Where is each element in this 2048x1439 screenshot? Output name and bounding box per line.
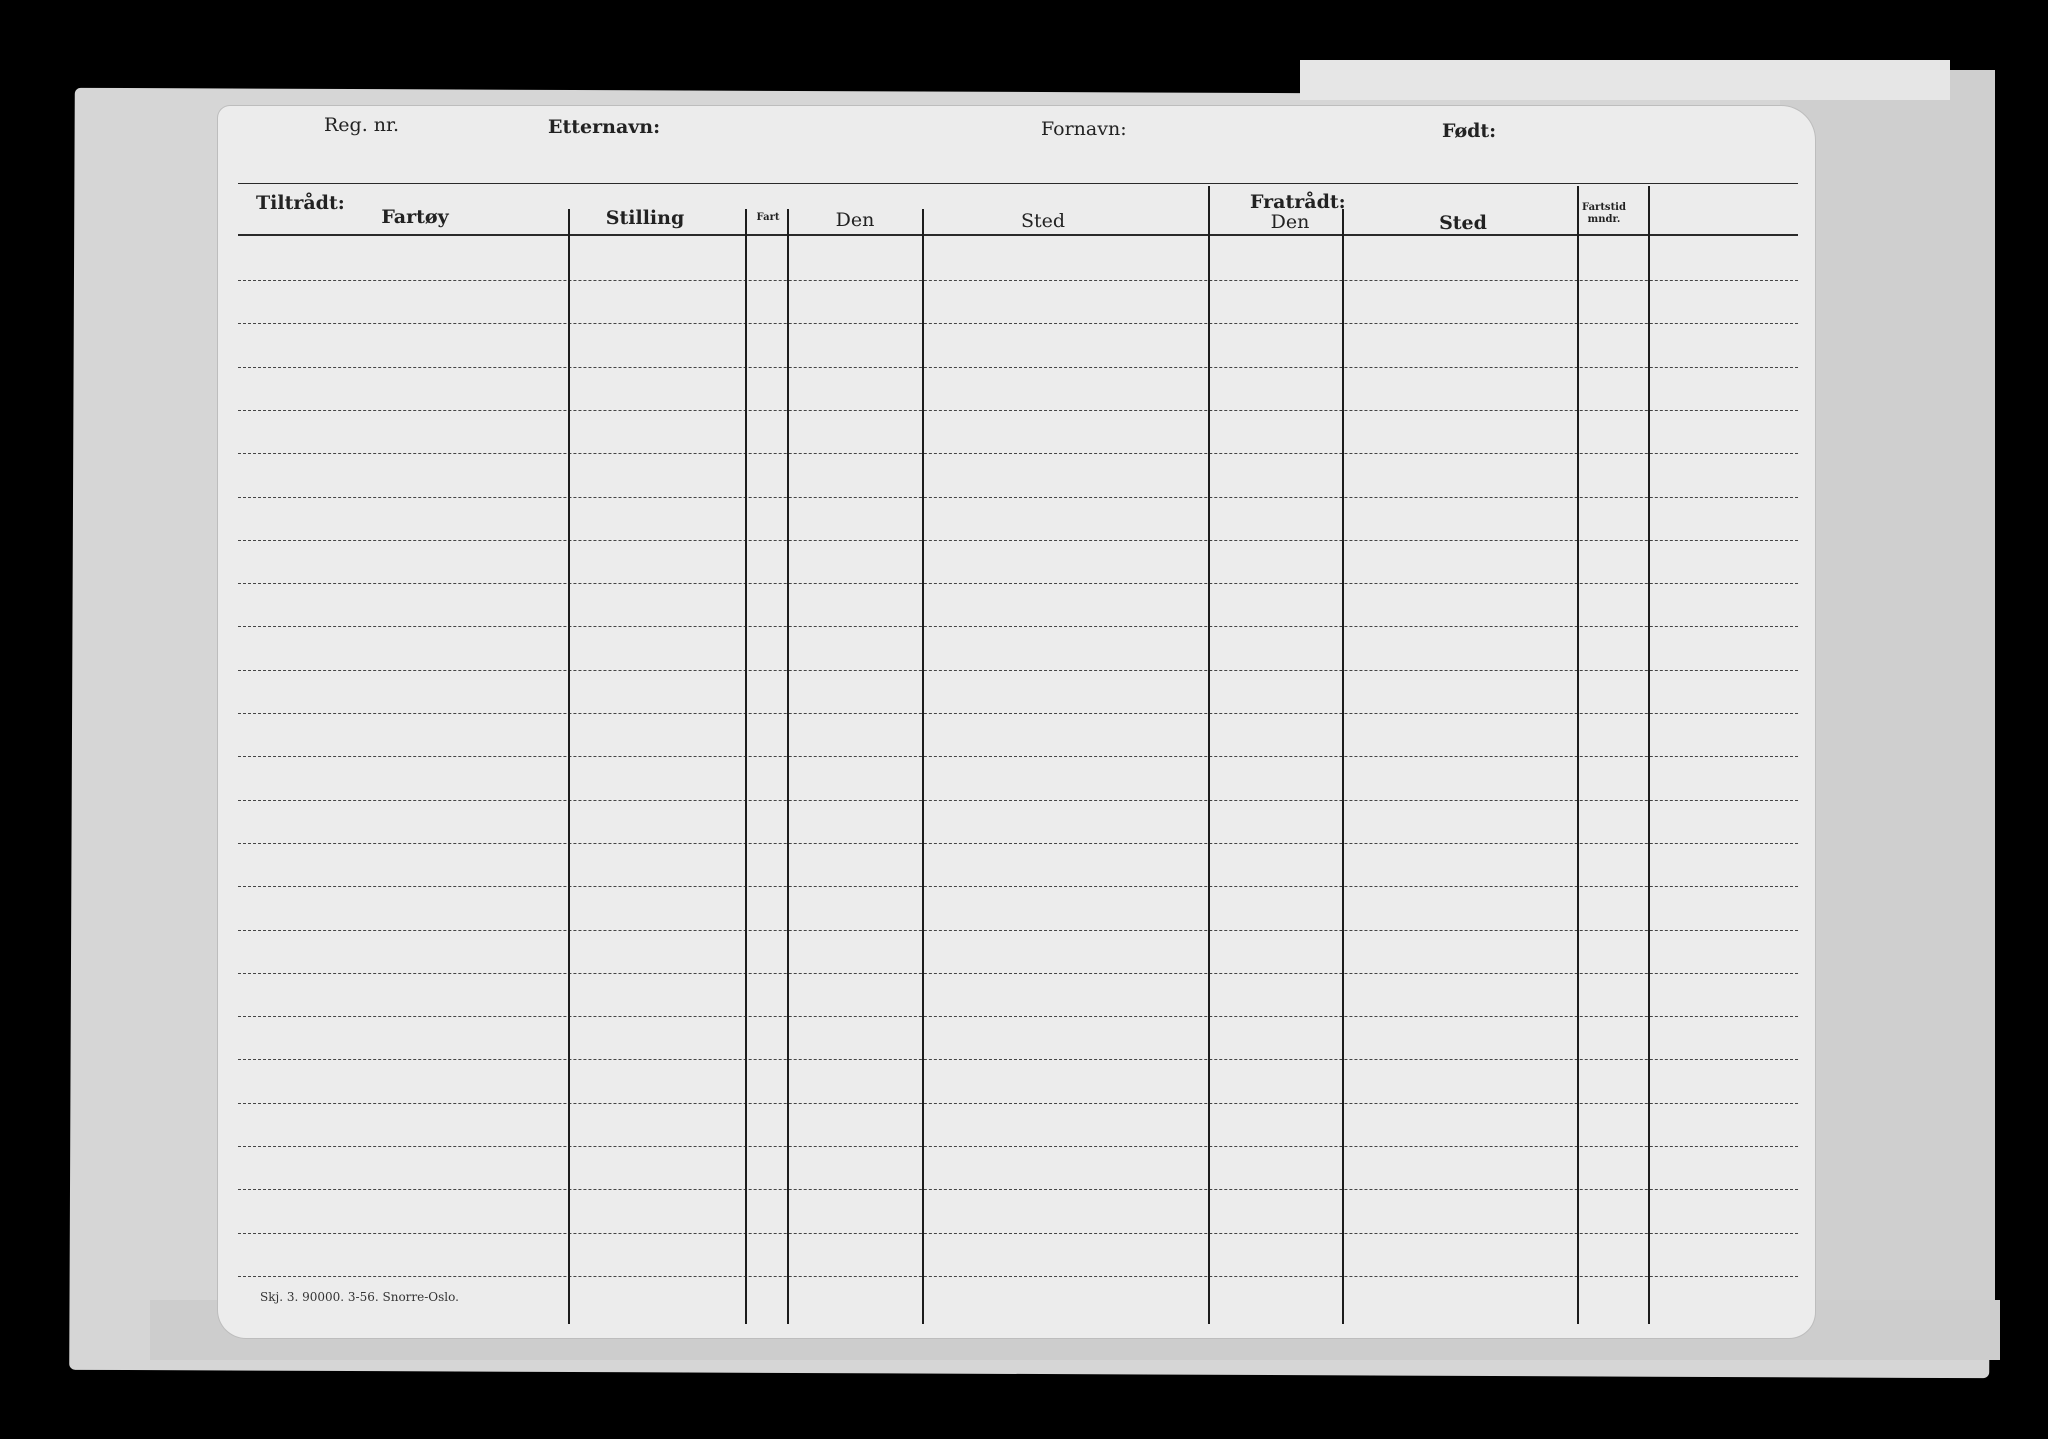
ruled-row-line xyxy=(238,713,1798,714)
ruled-row-line xyxy=(238,800,1798,801)
ruled-row-line xyxy=(238,1059,1798,1060)
column-sted-fratradt: Sted xyxy=(1439,212,1487,234)
ruled-row-line xyxy=(238,973,1798,974)
ruled-row-line xyxy=(238,1276,1798,1277)
ruled-row-line xyxy=(238,1146,1798,1147)
ruled-row-line xyxy=(238,453,1798,454)
ruled-row-line xyxy=(238,886,1798,887)
column-divider xyxy=(787,209,789,1324)
column-fart: Fart xyxy=(756,212,780,223)
column-header-rule xyxy=(238,234,1798,236)
ruled-row-line xyxy=(238,367,1798,368)
column-divider xyxy=(1342,209,1344,1324)
card-behind-strip xyxy=(1300,60,1950,100)
header-rule xyxy=(238,183,1798,184)
ruled-row-line xyxy=(238,540,1798,541)
column-sted-tiltradt: Sted xyxy=(1020,210,1066,232)
ruled-row-line xyxy=(238,280,1798,281)
ruled-row-line xyxy=(238,1189,1798,1190)
fratradt-label: Fratrådt: xyxy=(1250,191,1346,213)
column-divider xyxy=(745,209,747,1324)
print-footer: Skj. 3. 90000. 3-56. Snorre-Oslo. xyxy=(260,1290,459,1304)
reg-nr-label: Reg. nr. xyxy=(324,114,400,136)
ruled-row-line xyxy=(238,670,1798,671)
ruled-row-line xyxy=(238,1103,1798,1104)
etternavn-label: Etternavn: xyxy=(548,116,661,138)
ruled-row-line xyxy=(238,626,1798,627)
fodt-label: Født: xyxy=(1442,120,1497,142)
ruled-row-line xyxy=(238,1233,1798,1234)
column-den-tiltradt: Den xyxy=(835,209,875,231)
column-divider xyxy=(922,209,924,1324)
mndr-label: mndr. xyxy=(1587,214,1621,225)
ruled-row-line xyxy=(238,497,1798,498)
column-divider xyxy=(568,209,570,1324)
ruled-row-line xyxy=(238,323,1798,324)
column-fartoy: Fartøy xyxy=(381,206,449,228)
column-divider xyxy=(1577,186,1579,1324)
ruled-row-line xyxy=(238,410,1798,411)
column-den-fratradt: Den xyxy=(1270,211,1310,233)
ruled-row-line xyxy=(238,1016,1798,1017)
column-divider xyxy=(1208,186,1210,1324)
column-fartstid xyxy=(1574,202,1634,226)
index-card xyxy=(218,106,1815,1338)
tiltradt-label: Tiltrådt: xyxy=(256,192,345,214)
ruled-row-line xyxy=(238,930,1798,931)
fartstid-label: Fartstid xyxy=(1582,202,1626,213)
ruled-row-line xyxy=(238,583,1798,584)
column-divider xyxy=(1648,186,1650,1324)
ruled-row-line xyxy=(238,756,1798,757)
column-stilling: Stilling xyxy=(605,207,685,229)
ruled-row-line xyxy=(238,843,1798,844)
fornavn-label: Fornavn: xyxy=(1041,118,1127,140)
